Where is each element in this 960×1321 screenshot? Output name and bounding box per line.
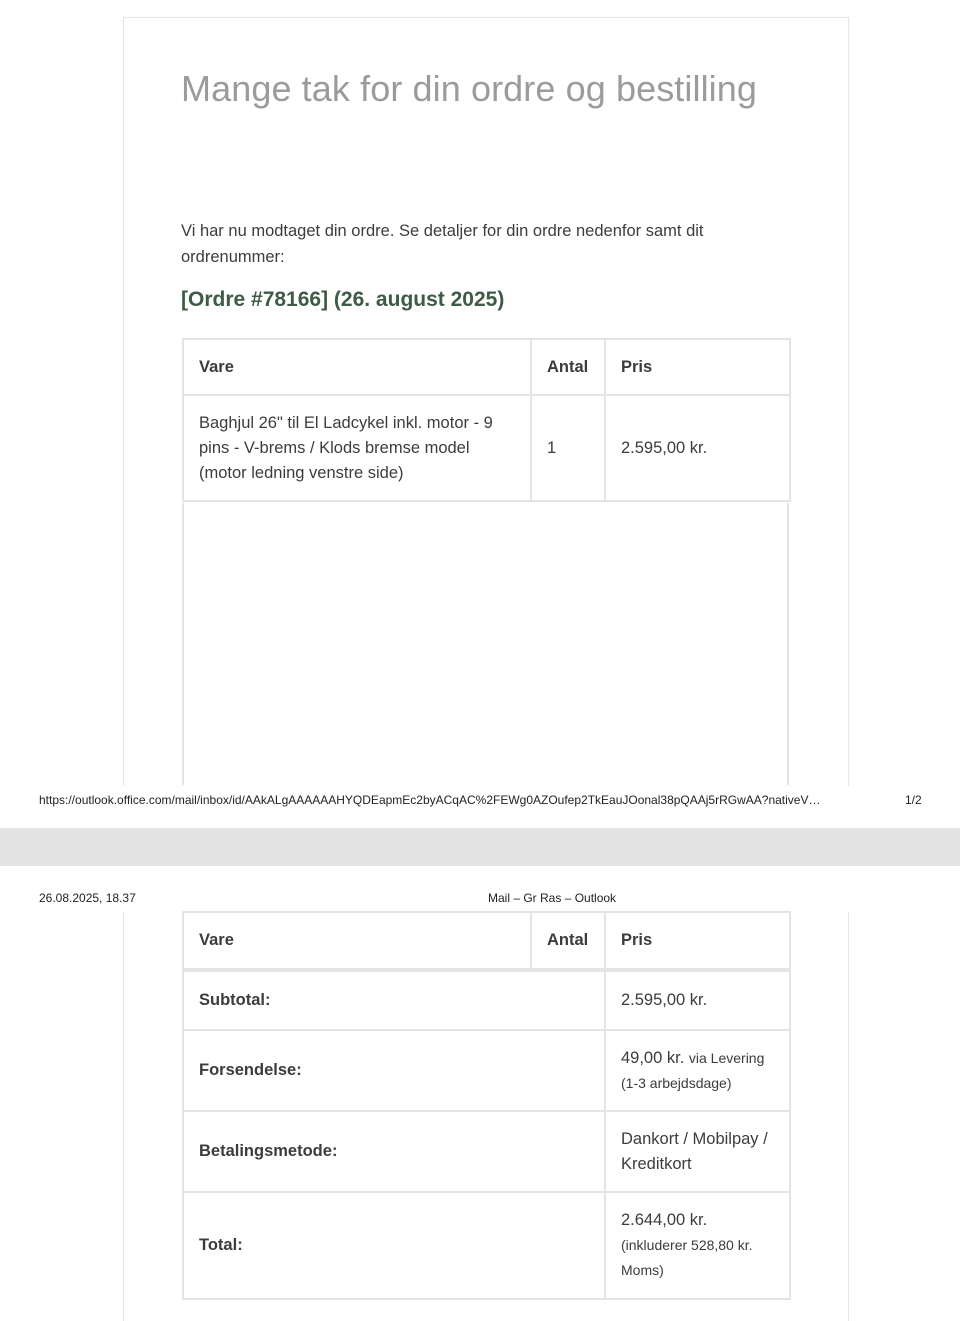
- shipping-cell: [605, 1030, 790, 1111]
- payment-value: Dankort / Mobilpay / Kreditkort: [605, 1111, 790, 1192]
- total-label: Total:: [183, 1192, 605, 1299]
- print-header-date: 26.08.2025, 18.37: [39, 891, 136, 905]
- print-header-title: Mail – Gr Ras – Outlook: [488, 891, 617, 905]
- shipping-label: Forsendelse:: [183, 1030, 605, 1111]
- subtotal-value: 2.595,00 kr.: [605, 970, 790, 1030]
- header-quantity: Antal: [531, 339, 605, 395]
- item-price: 2.595,00 kr.: [605, 395, 790, 501]
- table-header-row: [183, 339, 790, 395]
- table-continuation: [182, 503, 789, 785]
- table-row: [183, 395, 790, 501]
- total-cell: [605, 1192, 790, 1299]
- order-totals-table: [182, 911, 791, 1300]
- header-quantity: Antal: [531, 912, 605, 970]
- header-price: Pris: [605, 339, 790, 395]
- item-product: Baghjul 26" til El Ladcykel inkl. motor - 9 pins - V-brems / Klods bremse model (motor ledning venstre side): [183, 395, 531, 501]
- shipping-note: via Levering (1-3 arbejdsdage): [621, 1049, 765, 1091]
- total-row: [183, 1192, 790, 1299]
- item-quantity: 1: [531, 395, 605, 501]
- email-heading: Mange tak for din ordre og bestilling: [181, 68, 758, 109]
- header-price: Pris: [605, 912, 790, 970]
- order-items-table: [182, 338, 791, 502]
- shipping-row: [183, 1030, 790, 1111]
- print-page-number: 1/2: [905, 793, 922, 807]
- payment-row: [183, 1111, 790, 1192]
- order-title: [Ordre #78166] (26. august 2025): [181, 288, 505, 311]
- header-product: Vare: [183, 339, 531, 395]
- shipping-value: 49,00 kr.: [621, 1048, 685, 1067]
- header-product: Vare: [183, 912, 531, 970]
- table-header-row: [183, 912, 790, 970]
- print-footer-url: https://outlook.office.com/mail/inbox/id/AAkALgAAAAAAHYQDEapmEc2byACqAC%2FEWg0AZOufep2TkEauJOonal38pQAAj5rRGwAA?nativeV…: [39, 793, 821, 807]
- payment-label: Betalingsmetode:: [183, 1111, 605, 1192]
- subtotal-row: [183, 970, 790, 1030]
- page-break: [0, 828, 960, 866]
- subtotal-label: Subtotal:: [183, 970, 605, 1030]
- total-note: (inkluderer 528,80 kr. Moms): [621, 1237, 753, 1278]
- intro-text: Vi har nu modtaget din ordre. Se detaljer for din ordre nedenfor samt dit ordrenummer:: [181, 222, 704, 266]
- total-value: 2.644,00 kr.: [621, 1211, 708, 1229]
